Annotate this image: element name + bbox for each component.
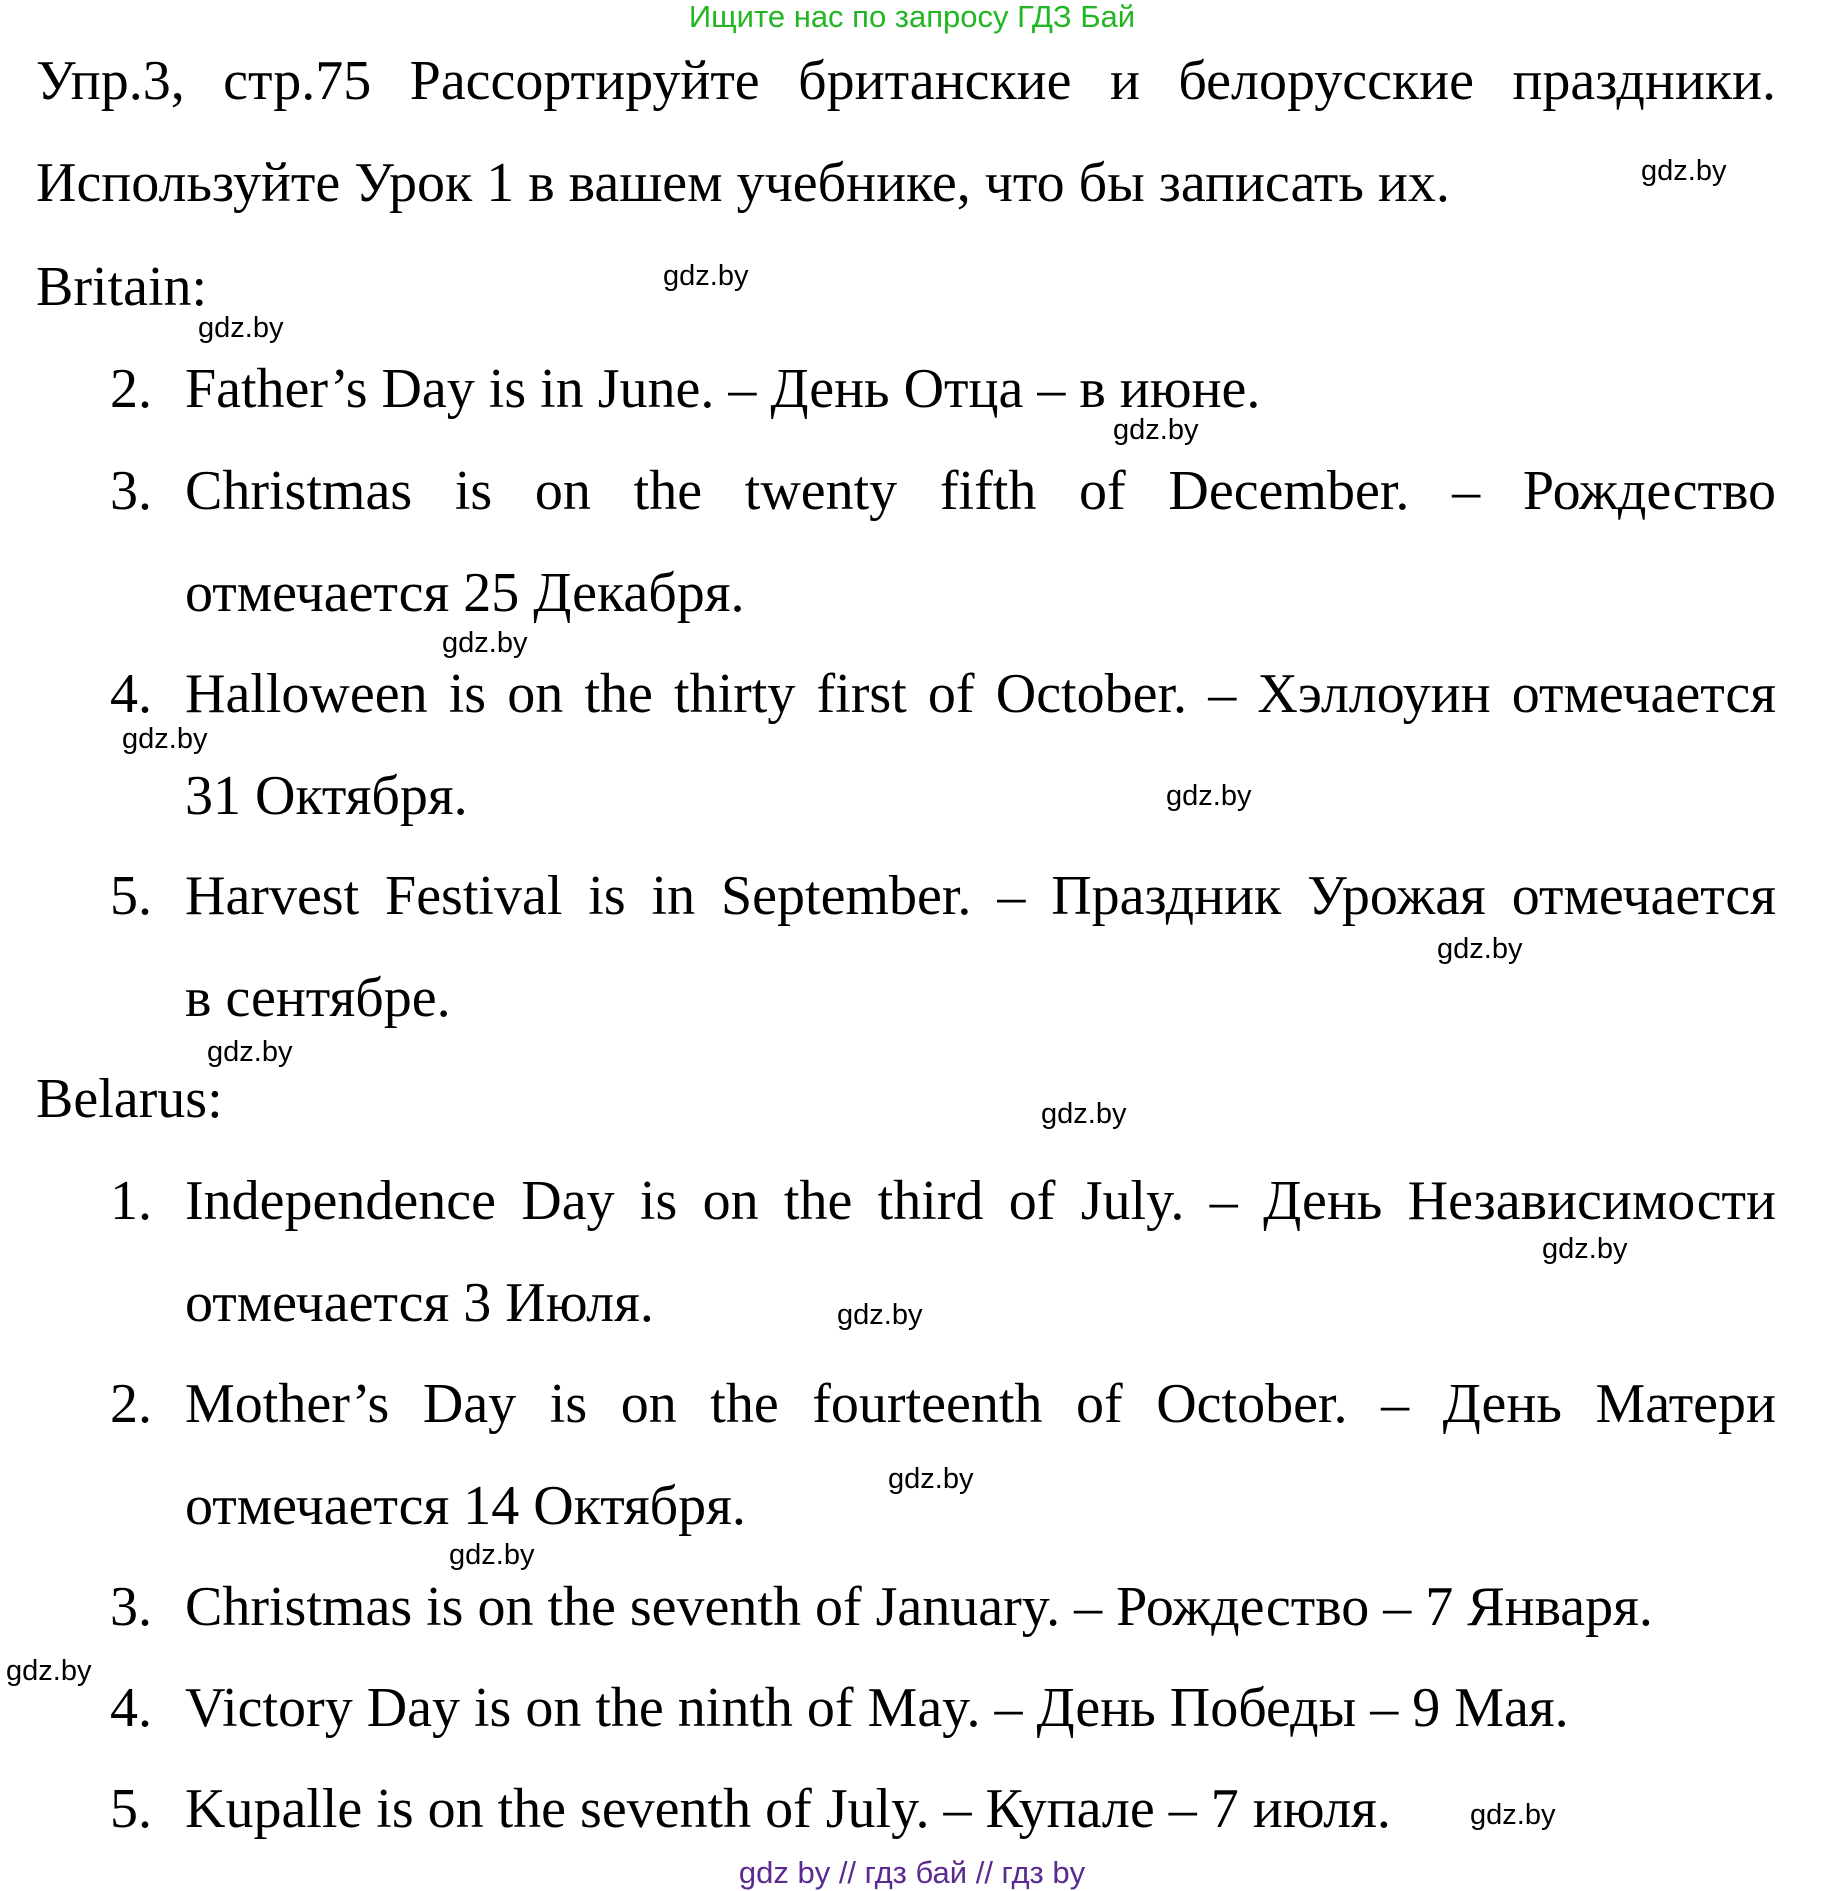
belarus-item-number: 3.: [110, 1576, 152, 1638]
watermark: gdz.by: [663, 260, 749, 292]
watermark: gdz.by: [207, 1036, 293, 1068]
belarus-item-number: 5.: [110, 1778, 152, 1840]
belarus-item-number: 1.: [110, 1170, 152, 1232]
belarus-item-text: Christmas is on the seventh of January. – Рождество – 7 Января.: [185, 1576, 1653, 1638]
britain-item-text: Harvest Festival is in September. – Праздник Урожая отмечается: [185, 865, 1776, 927]
britain-item-number: 2.: [110, 358, 152, 420]
belarus-item-text: Independence Day is on the third of July. – День Независимости: [185, 1170, 1776, 1232]
belarus-item-text: Kupalle is on the seventh of July. – Купале – 7 июля.: [185, 1778, 1391, 1840]
britain-item-text-continuation: в сентябре.: [185, 967, 451, 1029]
belarus-item-number: 4.: [110, 1677, 152, 1739]
watermark: gdz.by: [837, 1299, 923, 1331]
britain-item-number: 5.: [110, 865, 152, 927]
search-banner: Ищите нас по запросу ГДЗ Бай: [688, 0, 1136, 34]
watermark: gdz.by: [1437, 933, 1523, 965]
watermark: gdz.by: [1113, 414, 1199, 446]
belarus-item-text: Mother’s Day is on the fourteenth of October. – День Матери: [185, 1373, 1776, 1435]
britain-item-number: 3.: [110, 460, 152, 522]
britain-item-text-continuation: отмечается 25 Декабря.: [185, 562, 745, 624]
exercise-title-line-2: Используйте Урок 1 в вашем учебнике, что бы записать их.: [36, 152, 1450, 214]
watermark: gdz.by: [1641, 155, 1727, 187]
britain-item-text: Christmas is on the twenty fifth of December. – Рождество: [185, 460, 1776, 522]
watermark: gdz.by: [1166, 780, 1252, 812]
watermark: gdz.by: [442, 627, 528, 659]
watermark: gdz.by: [1542, 1233, 1628, 1265]
watermark: gdz.by: [888, 1463, 974, 1495]
britain-item-text: Halloween is on the thirty first of October. – Хэллоуин отмечается: [185, 663, 1776, 725]
watermark: gdz.by: [198, 312, 284, 344]
watermark: gdz.by: [1041, 1098, 1127, 1130]
belarus-item-text-continuation: отмечается 14 Октября.: [185, 1475, 746, 1537]
watermark: gdz.by: [449, 1539, 535, 1571]
britain-item-number: 4.: [110, 663, 152, 725]
britain-heading: Britain:: [36, 256, 208, 318]
watermark: gdz.by: [122, 723, 208, 755]
britain-item-text: Father’s Day is in June. – День Отца – в июне.: [185, 358, 1261, 420]
britain-item-text-continuation: 31 Октября.: [185, 765, 468, 827]
watermark: gdz.by: [1470, 1799, 1556, 1831]
belarus-item-text: Victory Day is on the ninth of May. – День Победы – 9 Мая.: [185, 1677, 1569, 1739]
belarus-heading: Belarus:: [36, 1068, 223, 1130]
belarus-item-number: 2.: [110, 1373, 152, 1435]
watermark: gdz.by: [6, 1655, 92, 1687]
belarus-item-text-continuation: отмечается 3 Июля.: [185, 1272, 654, 1334]
exercise-title-line-1: Упр.3, стр.75 Рассортируйте британские и белорусские праздники.: [36, 50, 1776, 112]
footer-watermark: gdz by // гдз бай // гдз by: [738, 1855, 1086, 1890]
